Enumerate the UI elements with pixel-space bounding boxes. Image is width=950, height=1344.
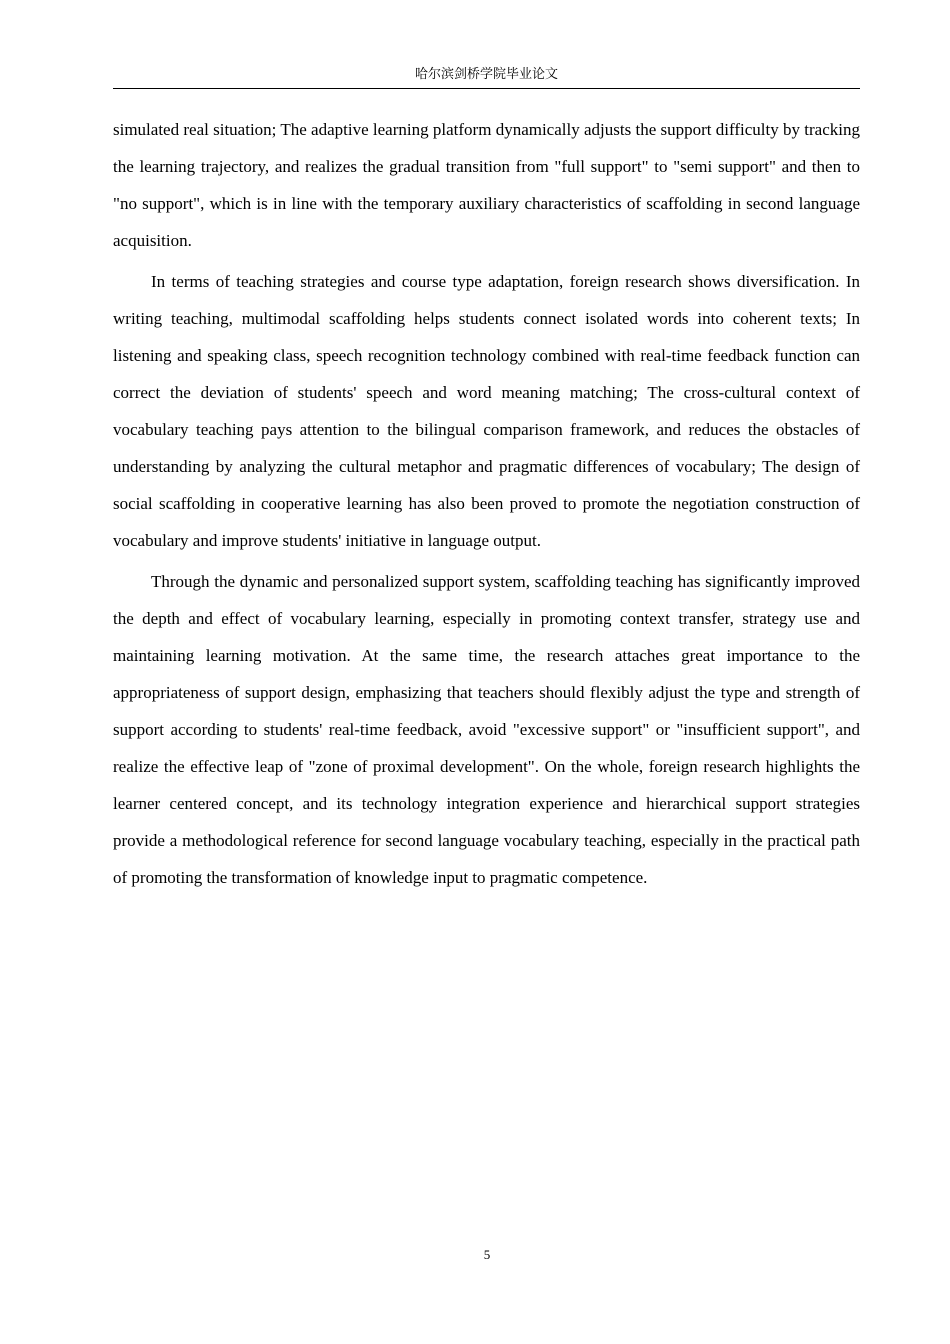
paragraph-conclusion: Through the dynamic and personalized support system, scaffolding teaching has significantly improved the depth and effect of vocabulary learning, especially in promoting context transfer, strategy use and maintaining learning motivation. At the same time, the research attaches great importance to the appropriateness of support design, emphasizing that teachers should flexibly adjust the type and strength of support according to students' real-time feedback, avoid "excessive support" or "insufficient support", and realize the effective leap of "zone of proximal development". On the whole, foreign research highlights the learner centered concept, and its technology integration experience and hierarchical support strategies provide a methodological reference for second language vocabulary teaching, especially in the practical path of promoting the transformation of knowledge input to pragmatic competence. <box>113 572 860 887</box>
page-number: 5 <box>483 1247 491 1262</box>
paragraph-teaching-strategies: In terms of teaching strategies and course type adaptation, foreign research shows diversification. In writing teaching, multimodal scaffolding helps students connect isolated words into coherent texts; In listening and speaking class, speech recognition technology combined with real-time feedback function can correct the deviation of students' speech and word meaning matching; The cross-cultural context of vocabulary teaching pays attention to the bilingual comparison framework, and reduces the obstacles of understanding by analyzing the cultural metaphor and pragmatic differences of vocabulary; The design of social scaffolding in cooperative learning has also been proved to promote the negotiation construction of vocabulary and improve students' initiative in language output. <box>113 272 860 550</box>
page-header: 哈尔滨剑桥学院毕业论文 <box>113 64 860 89</box>
document-body <box>113 111 860 900</box>
paragraph-continuation: simulated real situation; The adaptive learning platform dynamically adjusts the support difficulty by tracking the learning trajectory, and realizes the gradual transition from "full support" to "semi support" and then to "no support", which is in line with the temporary auxiliary characteristics of scaffolding in second language acquisition. <box>113 120 860 250</box>
